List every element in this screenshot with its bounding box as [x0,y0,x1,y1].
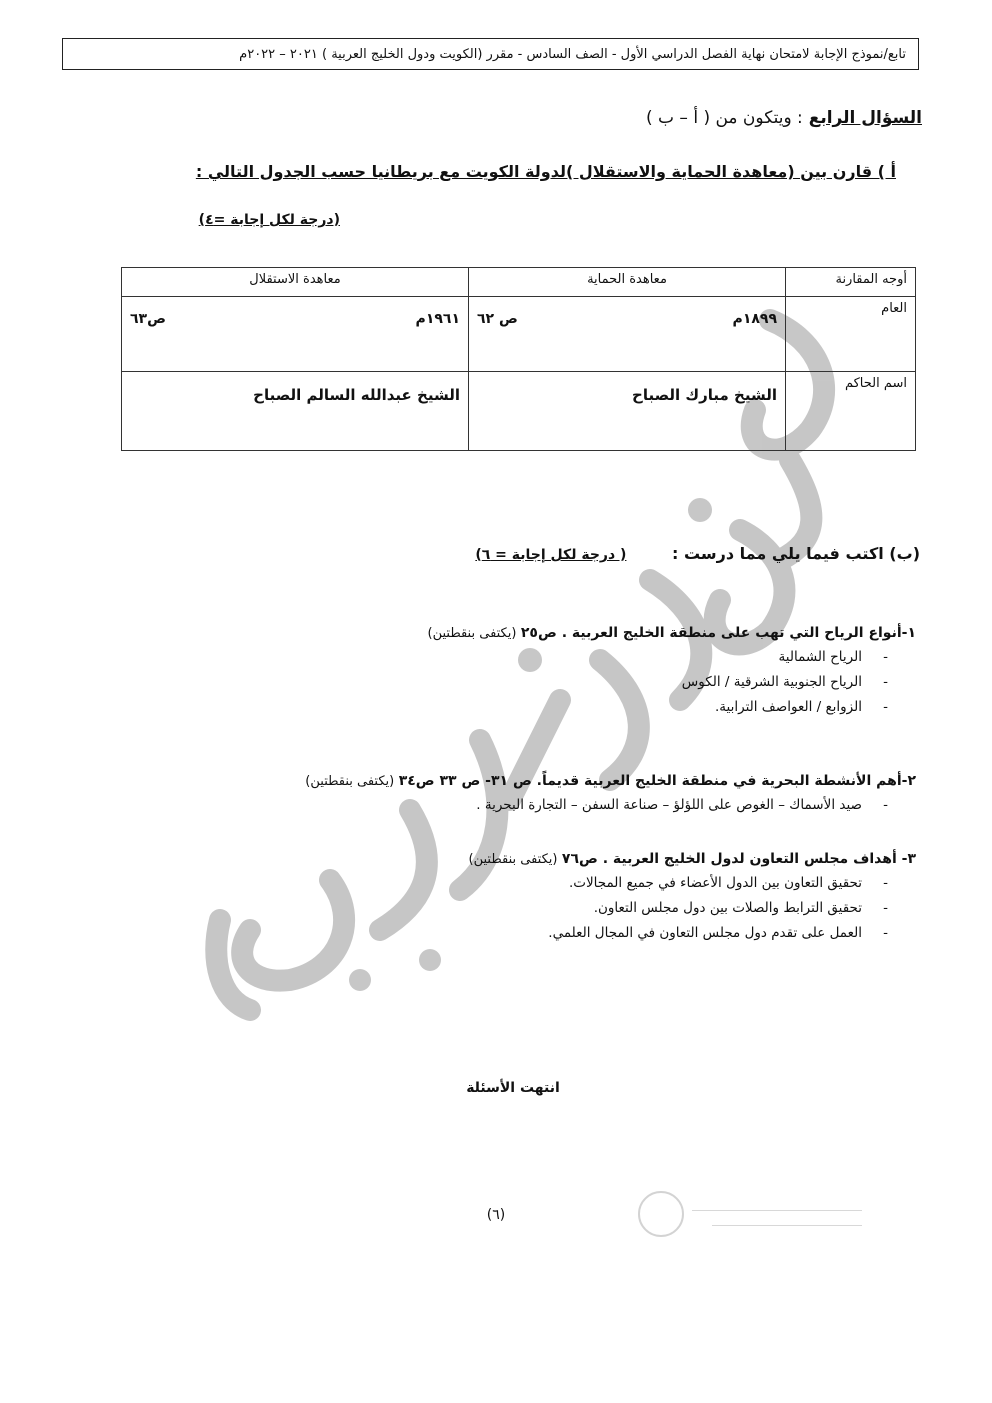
item-3 [256,851,916,946]
comparison-table [121,267,916,451]
independence-year-cell [122,297,469,372]
aspect-year: العام [786,297,916,372]
header-protection: معاهدة الحماية [469,268,786,297]
protection-ruler-cell [469,372,786,451]
protection-ruler: الشيخ مبارك الصباح [632,386,777,404]
list-item: - صيد الأسماك – الغوص على اللؤلؤ – صناعة السفن – التجارة البحرية . [156,793,916,818]
list-item: - تحقيق التعاون بين الدول الأعضاء في جميع المجالات. [256,871,916,896]
protection-year: ١٨٩٩م [732,311,777,327]
item-1 [256,625,916,720]
table-row [122,297,916,372]
item-1-heading: ١-أنواع الرياح التي تهب على منطقة الخليج العربية . ص٢٥ [520,625,916,641]
page-number: (٦) [486,1207,506,1223]
header-independence: معاهدة الاستقلال [122,268,469,297]
stamp-lines [692,1202,862,1226]
aspect-ruler: اسم الحاكم [786,372,916,451]
item-3-note: (يكتفى بنقطتين) [468,852,558,867]
independence-year: ١٩٦١م [415,311,460,327]
independence-ruler-cell [122,372,469,451]
faded-stamp [638,1183,898,1245]
part-b-heading [475,544,920,563]
item-3-points [256,871,916,946]
independence-ruler: الشيخ عبدالله السالم الصباح [253,386,460,404]
table-header-row [122,268,916,297]
protection-page: ص ٦٢ [477,311,518,327]
part-b-text: (ب) اكتب فيما يلي مما درست : [672,544,920,563]
independence-page: ص٦٣ [130,311,166,327]
item-2-points [156,793,916,818]
item-2-heading: ٢-أهم الأنشطة البحرية في منطقة الخليج العربية قديماً. ص ٣١- ص ٣٣ ص٣٤ [398,773,916,789]
list-item: - الرياح الشمالية [256,645,916,670]
item-2 [156,773,916,818]
header-text: تابع/نموذج الإجابة لامتحان نهاية الفصل الدراسي الأول - الصف السادس - مقرر (الكويت ودول الخليج العربية ) ٢٠٢١ – ٢٠٢٢م [239,46,906,62]
part-a-text: أ ) قارن بين (معاهدة الحماية والاستقلال )لدولة الكويت مع بريطانيا حسب الجدول التالي : [195,162,896,181]
question-title-label: السؤال الرابع [808,108,922,128]
header-box [62,38,919,70]
table-row [122,372,916,451]
list-item: - تحقيق الترابط والصلات بين دول مجلس التعاون. [256,896,916,921]
header-aspect: أوجه المقارنة [786,268,916,297]
question-title [646,108,922,128]
end-of-questions: انتهت الأسئلة [466,1080,560,1096]
seal-icon [638,1191,684,1237]
item-3-heading: ٣- أهداف مجلس التعاون لدول الخليج العربية . ص٧٦ [561,851,916,867]
item-1-points [256,645,916,720]
list-item: - الرياح الجنوبية الشرقية / الكوس [256,670,916,695]
list-item: - الزوابع / العواصف الترابية. [256,695,916,720]
question-subtitle: : ويتكون من ( أ – ب ) [645,108,803,128]
list-item: - العمل على تقدم دول مجلس التعاون في المجال العلمي. [256,921,916,946]
item-2-note: (يكتفى بنقطتين) [305,774,395,789]
part-b-grade: ( درجة لكل إجابة = ٦) [475,547,627,563]
part-a-grade: (درجة لكل إجابة =٤) [198,212,340,228]
item-1-note: (يكتفى بنقطتين) [427,626,517,641]
protection-year-cell [469,297,786,372]
